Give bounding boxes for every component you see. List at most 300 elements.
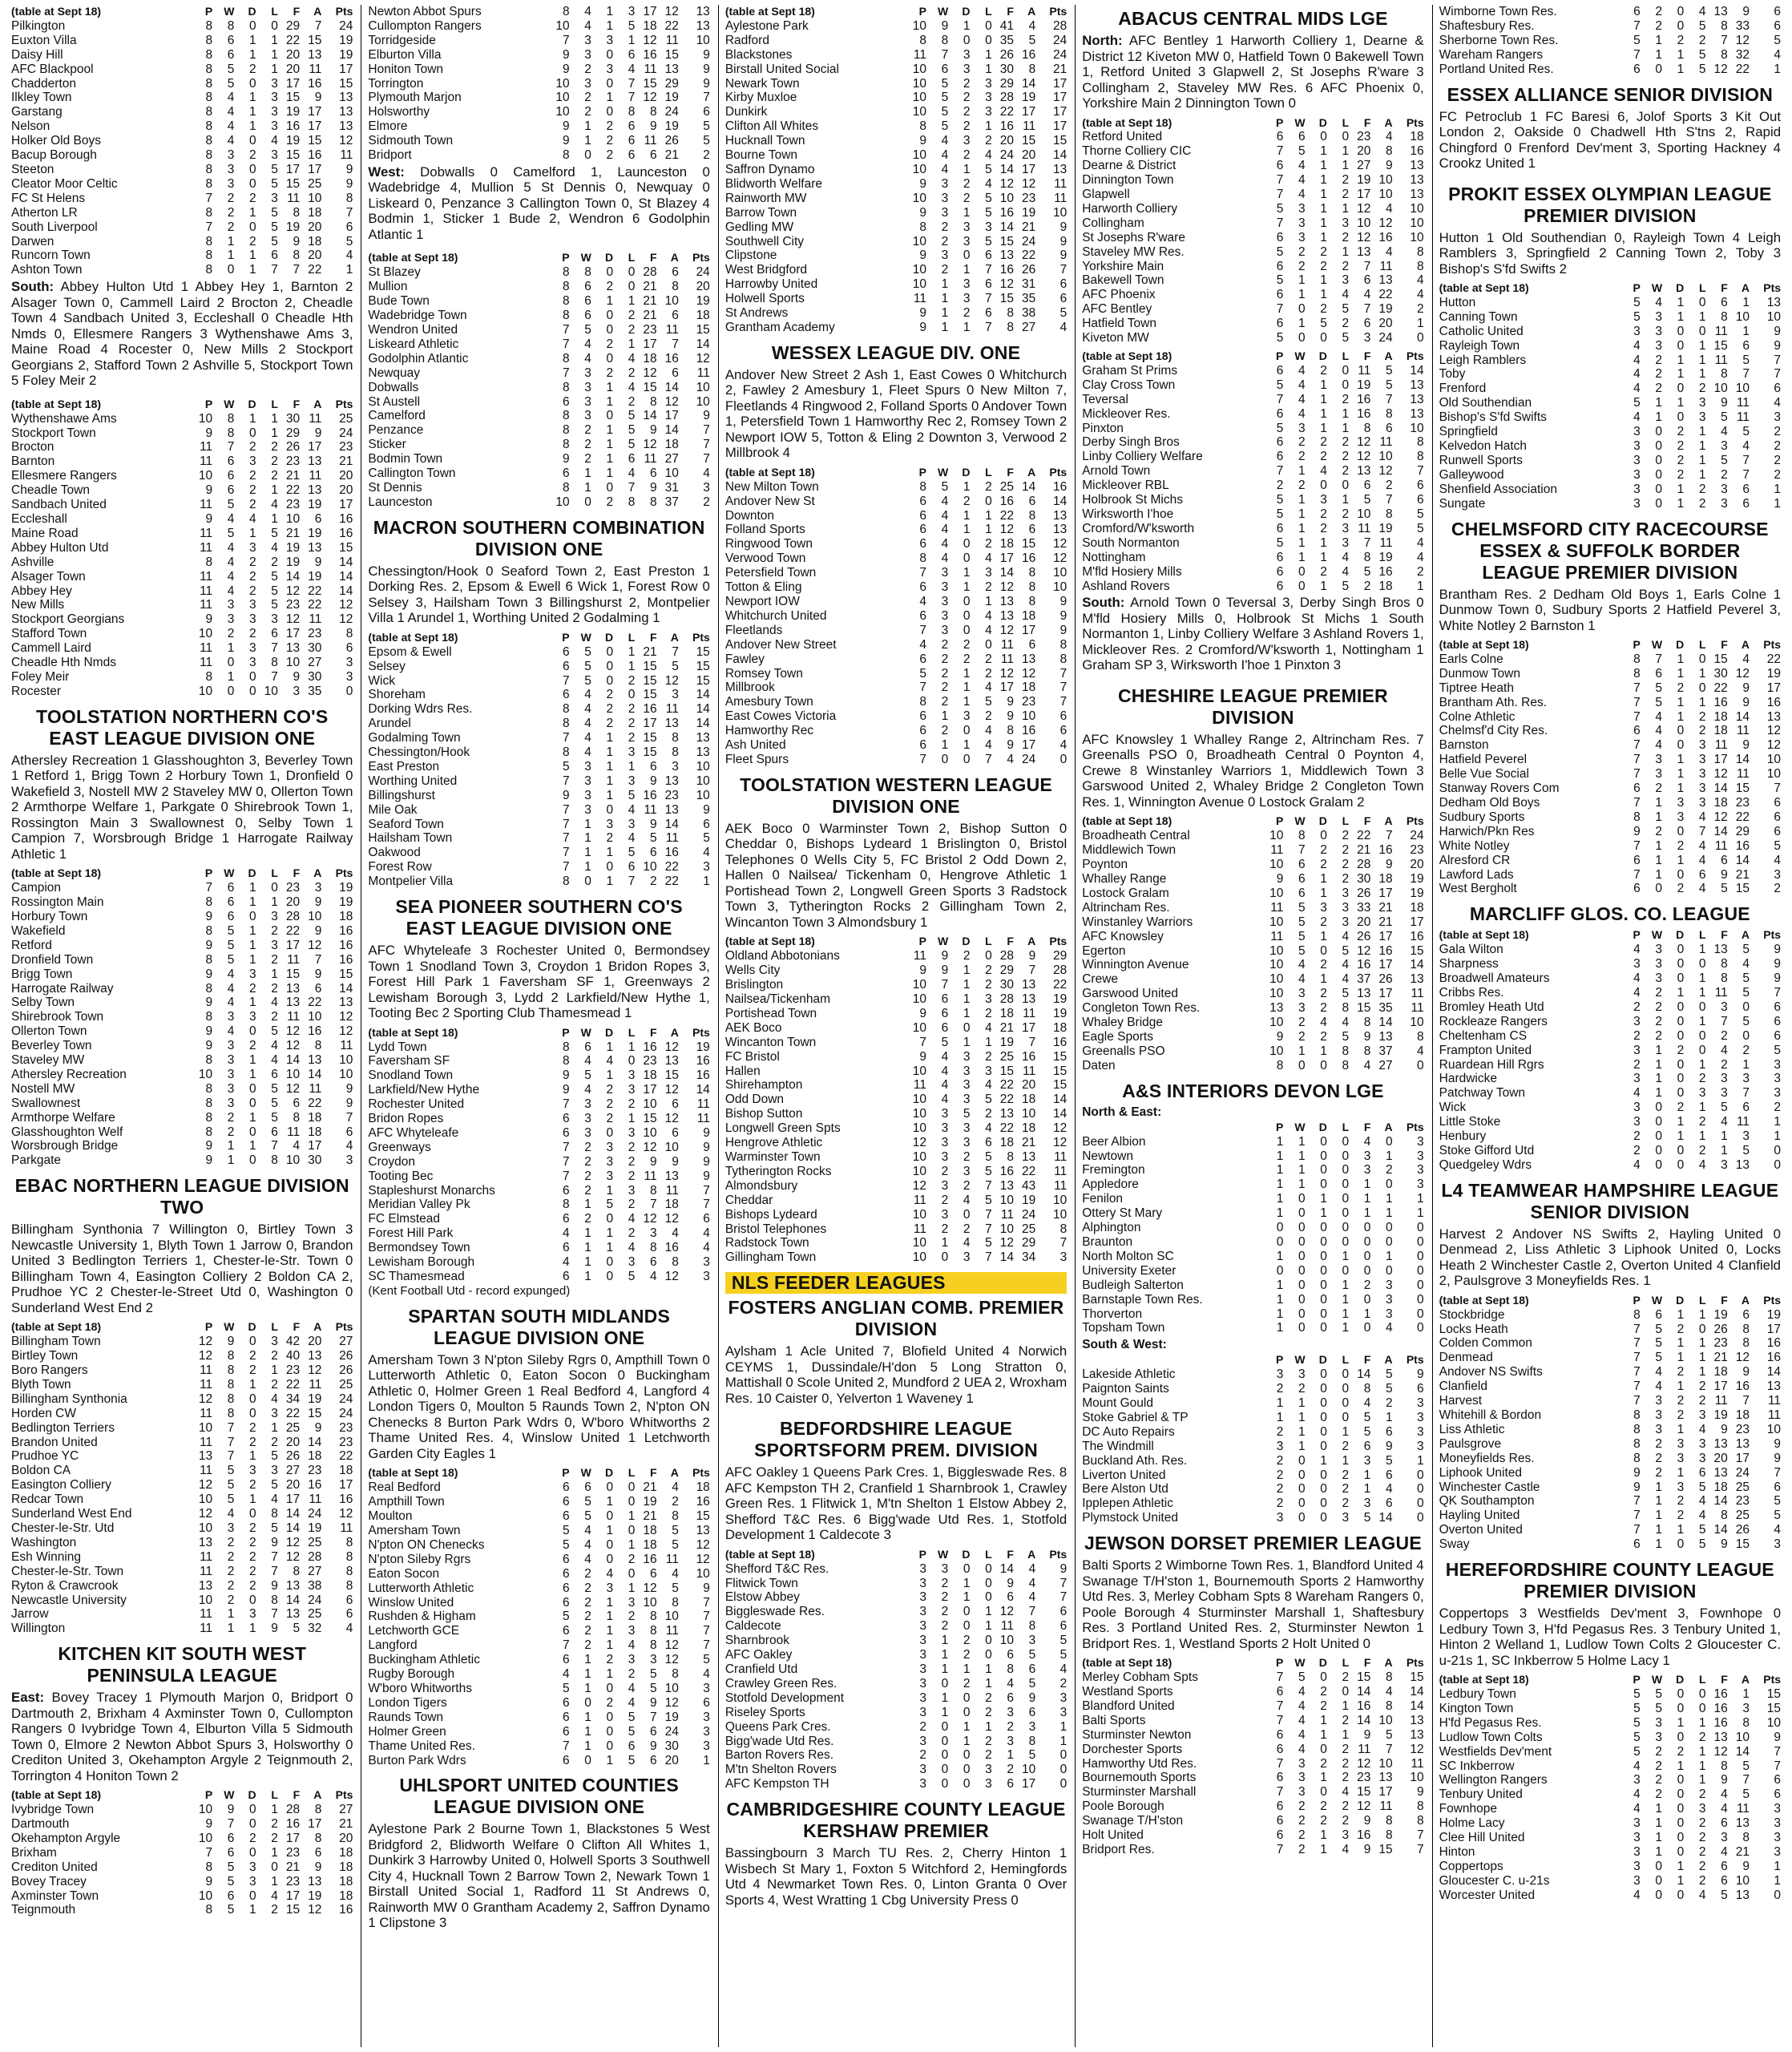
stat-cell: 7 [1721, 1014, 1728, 1028]
stat-cell: 2 [606, 1083, 614, 1097]
stat-cell: 6 [1774, 824, 1782, 838]
stat-cell: 10 [198, 1493, 213, 1507]
stat-cell: 0 [1320, 1307, 1327, 1321]
stat-cell: 30 [999, 62, 1014, 76]
table-row [725, 1648, 1067, 1662]
team-name: Greenways [368, 1140, 431, 1154]
stat-cell: 6 [1028, 1662, 1036, 1676]
stat-cell: 1 [1276, 1249, 1284, 1263]
stat-cell: 0 [249, 1845, 256, 1860]
team-name: Appledore [1082, 1177, 1139, 1192]
stat-cell: 1 [1298, 493, 1306, 507]
stat-cell: 0 [1298, 1249, 1306, 1263]
column-header: L [1698, 638, 1706, 652]
team-name: Bakewell Town [1082, 273, 1164, 288]
table-row [11, 248, 353, 263]
team-name: Tenbury United [1439, 1787, 1523, 1802]
stat-cell: 4 [1007, 752, 1014, 766]
stat-cell: 0 [606, 351, 614, 366]
team-name: Cammell Laird [11, 641, 91, 656]
stat-cell: 7 [271, 1139, 278, 1153]
stat-cell: 0 [1677, 867, 1685, 882]
stat-cell: 8 [1417, 435, 1424, 450]
stat-cell: 6 [672, 1097, 679, 1112]
team-name: Garstang [11, 105, 63, 119]
column-header: P [1633, 638, 1641, 652]
stat-cell: 8 [345, 1578, 353, 1593]
table-row [1439, 1716, 1781, 1731]
column-header: W [938, 5, 949, 18]
stat-cell: 1 [271, 967, 278, 981]
stat-cell: 3 [584, 759, 591, 774]
stat-cell: 4 [584, 702, 591, 717]
stat-cell: 15 [285, 176, 301, 191]
table-row [1439, 1523, 1781, 1537]
stat-cell: 6 [1633, 882, 1641, 896]
stat-cell: 4 [1655, 724, 1663, 738]
stat-cell: 7 [1276, 173, 1284, 188]
stat-cell: 10 [285, 511, 301, 526]
table-row [368, 1667, 709, 1682]
stat-cell: 21 [339, 1817, 353, 1832]
stat-cell: 1 [227, 1622, 235, 1636]
stat-cell: 3 [1698, 1436, 1706, 1451]
table-header-label: (table at Sept 18) [11, 866, 102, 880]
team-name: Queens Park Cres. [724, 1719, 831, 1734]
stat-cell: 13 [1410, 406, 1424, 421]
stat-cell: 8 [1028, 62, 1036, 76]
table-row [11, 1111, 353, 1125]
stat-cell: 1 [606, 1524, 614, 1538]
stat-cell: 3 [963, 62, 971, 76]
stat-cell: 3 [1633, 1043, 1641, 1057]
table-row [368, 860, 709, 875]
stat-cell: 9 [205, 1817, 213, 1832]
team-name: Newton Abbot Spurs [368, 5, 482, 18]
stat-cell: 13 [1357, 464, 1371, 479]
results-paragraph [1439, 587, 1781, 634]
stat-cell: 4 [1721, 425, 1728, 439]
table-row [11, 656, 353, 670]
stat-cell: 30 [308, 669, 322, 684]
table-row [1439, 353, 1781, 368]
column-header: P [1276, 349, 1284, 362]
stat-cell: 12 [1021, 666, 1036, 681]
results-paragraph [368, 943, 709, 1021]
stat-cell: 7 [1774, 1759, 1782, 1773]
stat-cell: 10 [664, 1610, 679, 1624]
stat-cell: 6 [562, 1509, 570, 1524]
table-header-row [368, 251, 709, 265]
stat-cell: 11 [913, 47, 926, 62]
stat-cell: 1 [1655, 1509, 1663, 1523]
stat-cell: 18 [643, 351, 657, 366]
table-row [1439, 681, 1781, 696]
stat-cell: 3 [1721, 482, 1728, 496]
stat-cell: 2 [1342, 450, 1350, 464]
stat-cell: 1 [1298, 1044, 1306, 1058]
stat-cell: 13 [1766, 1379, 1782, 1394]
stat-cell: 1 [1698, 1336, 1706, 1351]
team-name: AFC Knowsley [1082, 929, 1164, 943]
stat-cell: 10 [1052, 1207, 1068, 1222]
table-row [1082, 1149, 1423, 1164]
team-name: Teignmouth [11, 1903, 76, 1917]
stat-cell: 15 [1357, 1785, 1371, 1800]
stat-cell: 1 [1774, 1115, 1782, 1129]
stat-cell: 3 [1721, 496, 1728, 511]
stat-cell: 5 [584, 1068, 591, 1083]
stat-cell: 10 [912, 191, 926, 205]
stat-cell: 3 [963, 1136, 971, 1150]
column-header: L [1342, 1656, 1350, 1670]
column-header: D [248, 1788, 256, 1802]
stat-cell: 0 [1742, 1028, 1750, 1043]
team-name: Greenalls PSO [1082, 1044, 1165, 1058]
stat-cell: 5 [1276, 201, 1284, 216]
stat-cell: 1 [1698, 1744, 1706, 1759]
stat-cell: 11 [665, 702, 679, 717]
stat-cell: 4 [584, 731, 591, 745]
stat-cell: 0 [1774, 1157, 1782, 1172]
stat-cell: 2 [941, 681, 949, 695]
stat-cell: 3 [271, 105, 278, 119]
stat-cell: 0 [1363, 1249, 1371, 1263]
column-header: L [1342, 1353, 1350, 1367]
stat-cell: 4 [1655, 709, 1663, 724]
stat-cell: 16 [1410, 929, 1424, 943]
table-row [11, 235, 353, 249]
stat-cell: 3 [1655, 324, 1663, 338]
stat-cell: 6 [562, 1552, 570, 1566]
team-name: Thorne Colliery CIC [1082, 144, 1192, 159]
stat-cell: 6 [919, 508, 926, 523]
stat-cell: 8 [227, 411, 235, 426]
team-name: Bishop Sutton [724, 1107, 803, 1121]
stat-cell: 0 [606, 1509, 614, 1524]
stat-cell: 4 [1742, 439, 1750, 453]
table-row [725, 978, 1067, 992]
stat-cell: 0 [1363, 1292, 1371, 1307]
stat-cell: 3 [919, 1561, 926, 1576]
stat-cell: 7 [1742, 453, 1750, 467]
stat-cell: 2 [1774, 882, 1782, 896]
stat-cell: 2 [1698, 1394, 1706, 1408]
stat-cell: 14 [1713, 824, 1728, 838]
stat-cell: 9 [1059, 623, 1068, 637]
stat-cell: 17 [1052, 119, 1068, 134]
stat-cell: 3 [941, 595, 949, 608]
stat-cell: 1 [1655, 1057, 1663, 1072]
stat-cell: 0 [985, 1634, 992, 1648]
stat-cell: 10 [555, 495, 570, 509]
stat-cell: 22 [1713, 681, 1728, 695]
table-row [11, 19, 353, 34]
table-row [1082, 1001, 1423, 1016]
stat-cell: 17 [1766, 681, 1782, 695]
column-header: P [918, 1547, 926, 1561]
stat-cell: 11 [200, 1549, 213, 1564]
stat-cell: 2 [1342, 1468, 1350, 1482]
stat-cell: 0 [1298, 1292, 1306, 1307]
stat-cell: 7 [1028, 1035, 1036, 1049]
column-header: F [1363, 814, 1371, 828]
stat-cell: 0 [1320, 1482, 1327, 1497]
stat-cell: 6 [345, 1607, 353, 1622]
stat-cell: 8 [649, 1638, 657, 1653]
stat-cell: 3 [1417, 1424, 1424, 1439]
stat-cell: 0 [1655, 425, 1663, 439]
stat-cell: 0 [1342, 1396, 1350, 1411]
team-name: Meridian Valley Pk [368, 1198, 470, 1212]
stat-cell: 6 [649, 1566, 657, 1581]
stat-cell: 4 [941, 1093, 949, 1107]
stat-cell: 0 [985, 33, 992, 47]
stat-cell: 1 [249, 923, 256, 938]
table-row [725, 1050, 1067, 1064]
table-row [11, 483, 353, 498]
team-name: Hatfield Town [1082, 317, 1156, 331]
table-row [11, 469, 353, 483]
results-text: Chessington/Hook 0 Seaford Town 2, East Preston 1 Dorking Res. 2, Epsom & Ewell 6 Wick 1, Forest Row 0 Selsey 3, Hailsham Town 3 Billingshurst 2, Montpelier Villa 1 Arundel 1, Worthing United 2 Godalming 1 [368, 563, 710, 626]
stat-cell: 0 [606, 1255, 614, 1270]
stat-cell: 16 [339, 1493, 353, 1507]
stat-cell: 14 [1052, 494, 1068, 508]
table-row [725, 220, 1067, 235]
stat-cell: 8 [919, 220, 926, 234]
stat-cell: 7 [1633, 738, 1641, 753]
team-name: Southwell City [724, 234, 805, 248]
stat-cell: 0 [1677, 824, 1685, 838]
team-name: AFC Oakley [724, 1648, 793, 1662]
stat-cell: 11 [309, 469, 322, 483]
stat-cell: 6 [941, 62, 949, 76]
stat-cell: 15 [643, 745, 657, 760]
team-name: Riseley Sports [724, 1705, 805, 1719]
stat-cell: 3 [1417, 1177, 1424, 1192]
stat-cell: 16 [285, 119, 301, 134]
stat-cell: 4 [1417, 273, 1424, 288]
stat-cell: 3 [919, 1619, 926, 1634]
column-header: Pts [692, 251, 710, 265]
stat-cell: 9 [1028, 1690, 1036, 1705]
stat-cell: 9 [703, 1154, 710, 1169]
stat-cell: 13 [1021, 652, 1036, 666]
stat-cell: 2 [941, 220, 949, 234]
stat-cell: 0 [1698, 1028, 1706, 1043]
stat-cell: 8 [1386, 507, 1393, 521]
stat-cell: 14 [1766, 1365, 1782, 1379]
stat-cell: 24 [664, 105, 679, 119]
stat-cell: 3 [941, 1136, 949, 1150]
table-row [1439, 396, 1781, 410]
team-name: Altrincham Res. [1082, 900, 1170, 915]
stat-cell: 21 [643, 294, 657, 309]
team-name: Langford [368, 1638, 418, 1653]
stat-cell: 6 [985, 277, 992, 292]
stat-cell: 15 [1410, 1670, 1424, 1685]
stat-cell: 1 [703, 875, 710, 889]
stat-cell: 4 [941, 1078, 949, 1093]
stat-cell: 2 [249, 191, 256, 205]
stat-cell: 5 [1276, 507, 1284, 521]
team-name: Blandford United [1082, 1699, 1175, 1713]
stat-cell: 2 [1677, 882, 1685, 896]
stat-cell: 1 [227, 669, 235, 684]
stat-cell: 4 [941, 537, 949, 551]
team-name: Cromford/W'ksworth [1082, 521, 1195, 535]
table-row [1082, 915, 1423, 930]
stat-cell: 18 [339, 1874, 353, 1888]
stat-cell: 14 [339, 555, 353, 569]
stat-cell: 12 [999, 1236, 1014, 1250]
results-label: South: [11, 279, 54, 295]
column-header: L [985, 935, 992, 948]
stat-cell: 12 [999, 1605, 1014, 1619]
stat-cell: 7 [1059, 695, 1068, 709]
stat-cell: 15 [696, 673, 710, 688]
stat-cell: 6 [562, 1581, 570, 1595]
stat-cell: 20 [1410, 858, 1424, 872]
stat-cell: 12 [999, 277, 1014, 292]
column-header: P [562, 1466, 570, 1480]
stat-cell: 8 [649, 1610, 657, 1624]
team-name: Whaley Bridge [1082, 1016, 1164, 1030]
team-name: South Normanton [1082, 535, 1180, 550]
table-row [1082, 1785, 1423, 1800]
stat-cell: 12 [285, 1081, 301, 1096]
stat-cell: 6 [919, 580, 926, 595]
stat-cell: 13 [1713, 1436, 1728, 1451]
table-row [11, 1464, 353, 1478]
stat-cell: 3 [941, 1178, 949, 1193]
table-row [725, 1748, 1067, 1763]
stat-cell: 11 [309, 62, 322, 76]
stat-cell: 6 [1742, 1307, 1750, 1322]
column-header: W [224, 866, 235, 880]
stat-cell: 6 [649, 148, 657, 163]
stat-cell: 1 [1677, 985, 1685, 1000]
stat-cell: 5 [1698, 1480, 1706, 1494]
stat-cell: 0 [1677, 971, 1685, 986]
table-row [725, 1735, 1067, 1749]
team-name: Verwood Town [724, 551, 806, 566]
stat-cell: 19 [1713, 1307, 1728, 1322]
stat-cell: 5 [1742, 353, 1750, 367]
stat-cell: 9 [703, 1140, 710, 1154]
stat-cell: 12 [1713, 62, 1728, 76]
stat-cell: 17 [1378, 886, 1393, 900]
stat-cell: 0 [1320, 1263, 1327, 1278]
stat-cell: 1 [1655, 47, 1663, 62]
stat-cell: 2 [1342, 843, 1350, 858]
stat-cell: 1 [941, 1236, 949, 1250]
stat-cell: 3 [1774, 1086, 1782, 1101]
stat-cell: 4 [227, 540, 235, 555]
league-section [1439, 180, 1781, 511]
stat-cell: 3 [1633, 1072, 1641, 1086]
team-name: Chelmsf'd City Res. [1439, 724, 1548, 738]
stat-cell: 16 [1021, 551, 1036, 566]
stat-cell: 9 [1007, 1576, 1014, 1590]
stat-cell: 7 [1633, 867, 1641, 882]
team-name: Caldecote [724, 1619, 781, 1634]
stat-cell: 7 [1633, 1322, 1641, 1336]
stat-cell: 9 [562, 788, 570, 802]
stat-cell: 17 [285, 162, 301, 176]
team-name: Bridport [368, 148, 412, 163]
stat-cell: 3 [963, 134, 971, 148]
stat-cell: 9 [1059, 608, 1068, 623]
stat-cell: 24 [339, 1406, 353, 1420]
stat-cell: 5 [1417, 507, 1424, 521]
team-name: Cranfield Utd [724, 1662, 798, 1676]
stat-cell: 1 [1774, 62, 1782, 76]
stat-cell: 5 [1363, 1511, 1371, 1525]
stat-cell: 3 [649, 1226, 657, 1241]
table-row [1439, 1437, 1781, 1452]
stat-cell: 6 [1774, 382, 1782, 396]
stat-cell: 18 [643, 1524, 657, 1538]
stat-cell: 2 [1342, 173, 1350, 188]
stat-cell: 1 [1677, 1129, 1685, 1144]
stat-cell: 4 [1633, 985, 1641, 1000]
table-row [11, 48, 353, 63]
league-section [725, 1415, 1067, 1791]
table-header-row [725, 935, 1067, 949]
stat-cell: 11 [1736, 1802, 1750, 1816]
table-row [1439, 1888, 1781, 1903]
stat-cell: 8 [562, 5, 570, 18]
team-name: Rushden & Higham [368, 1610, 476, 1624]
team-name: M'tn Shelton Rovers [724, 1763, 837, 1777]
table-row [11, 1053, 353, 1068]
stat-cell: 1 [584, 1682, 591, 1695]
stat-cell: 10 [1269, 858, 1284, 872]
stat-cell: 4 [293, 1139, 301, 1153]
stat-cell: 6 [672, 366, 679, 380]
stat-cell: 3 [1320, 900, 1327, 915]
stat-cell: 18 [308, 1110, 322, 1125]
stat-cell: 14 [643, 409, 657, 423]
team-name: Hengrove Athletic [724, 1136, 823, 1150]
stat-cell: 7 [1028, 963, 1036, 978]
stat-cell: 2 [1342, 259, 1350, 273]
stat-cell: 12 [285, 1039, 301, 1053]
stat-cell: 1 [1320, 1044, 1327, 1058]
stat-cell: 7 [1774, 1744, 1782, 1759]
team-name: Kiveton MW [1082, 331, 1149, 345]
results-paragraph [11, 279, 353, 389]
stat-cell: 8 [205, 148, 213, 163]
stat-cell: 3 [919, 1690, 926, 1705]
stat-cell: 13 [1713, 5, 1728, 18]
stat-cell: 4 [985, 1121, 992, 1136]
stat-cell: 2 [584, 62, 591, 76]
table-row [1439, 882, 1781, 896]
table-header-label: (table at Sept 18) [1439, 928, 1529, 942]
stat-cell: 5 [1742, 1787, 1750, 1802]
table-row [11, 996, 353, 1010]
stat-cell: 3 [1774, 867, 1782, 882]
stat-cell: 10 [198, 1888, 213, 1903]
stat-cell: 2 [985, 1006, 992, 1020]
stat-cell: 1 [606, 875, 614, 889]
stat-cell: 0 [606, 1480, 614, 1495]
stat-cell: 6 [1633, 853, 1641, 867]
stat-cell: 2 [1320, 958, 1327, 972]
column-header: P [918, 935, 926, 948]
